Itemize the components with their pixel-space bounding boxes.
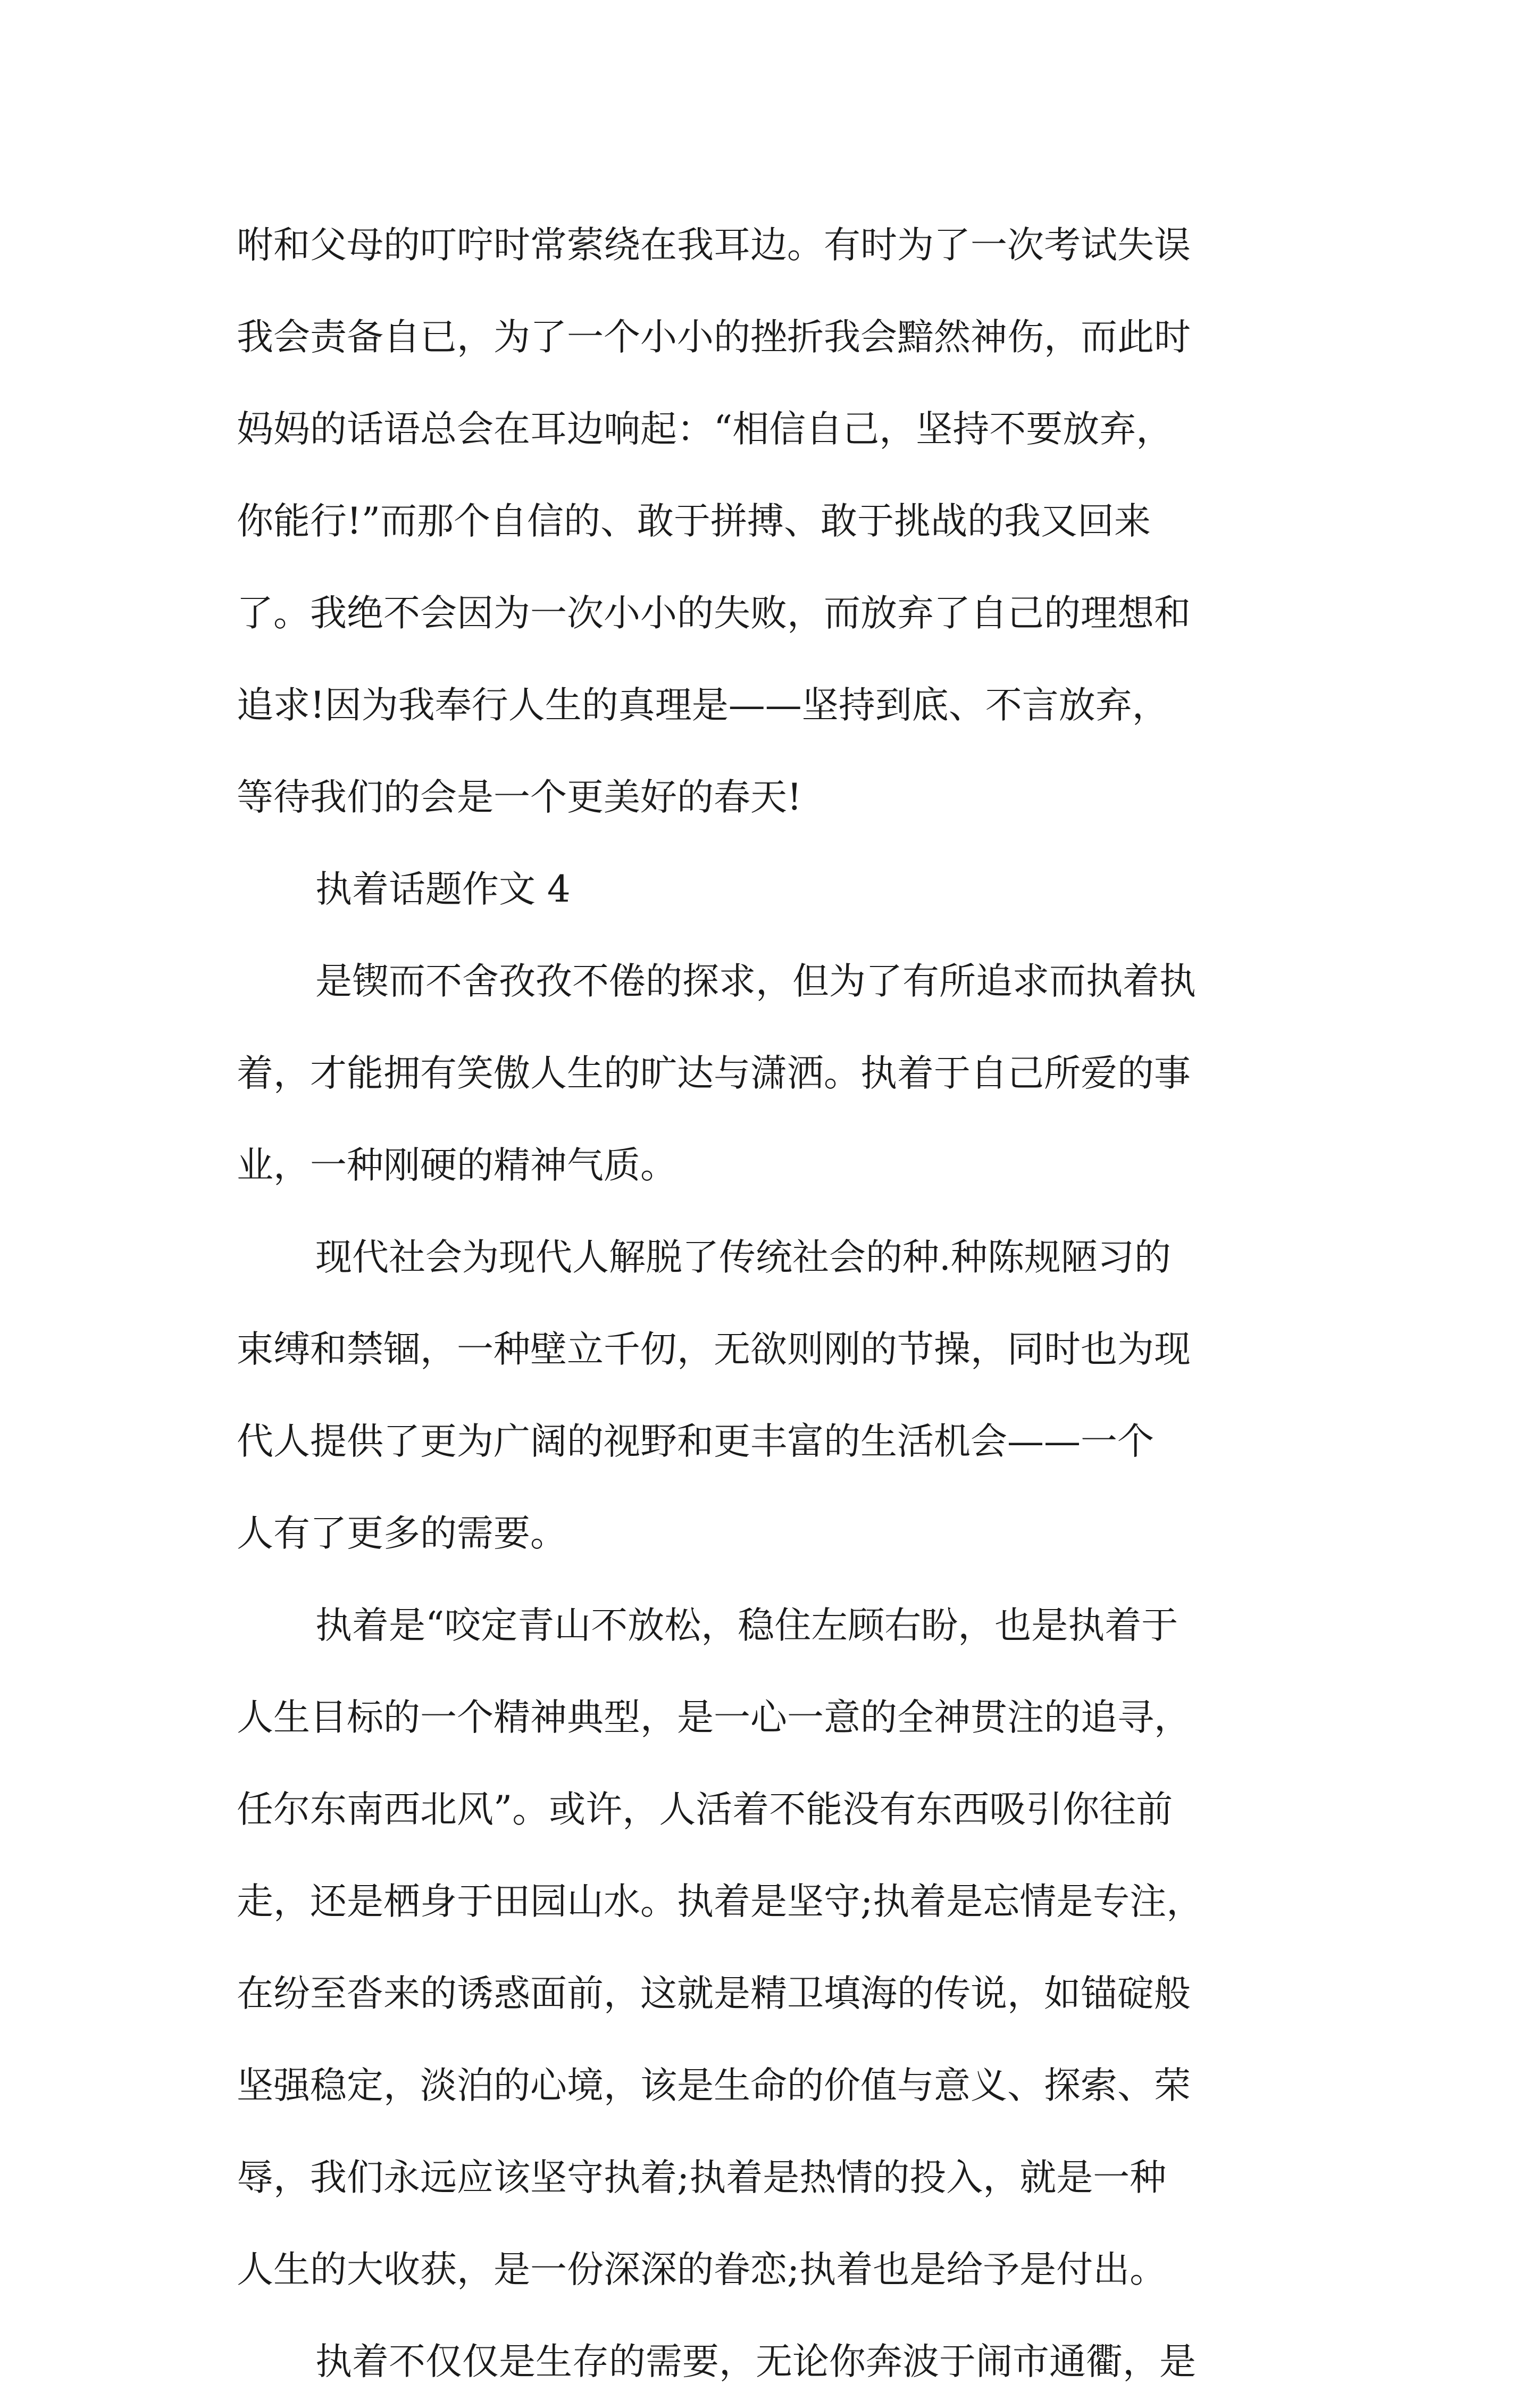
text-line: 束缚和禁锢，一种壁立千仞，无欲则刚的节操，同时也为现 [237,1328,1191,1371]
text-line: 人有了更多的需要。 [237,1512,567,1555]
text-line: 我会责备自已，为了一个小小的挫折我会黯然神伤，而此时 [237,316,1191,359]
heading-text: 执着话题作文 4 [315,868,571,911]
text-line: 代人提供了更为广阔的视野和更丰富的生活机会——一个 [237,1420,1154,1463]
section-heading [237,844,1311,936]
text-line: 走，还是栖身于田园山水。执着是坚守;执着是忘情是专注， [237,1880,1203,1923]
paragraph [237,2316,1311,2408]
text-line: 坚强稳定，淡泊的心境，该是生命的价值与意义、探索、荣 [237,2064,1191,2107]
paragraph [237,1212,1311,1580]
text-line: 执着是“咬定青山不放松，稳住左顾右盼，也是执着于 [315,1604,1178,1647]
text-line: 你能行!”而那个自信的、敢于拼搏、敢于挑战的我又回来 [237,500,1151,543]
text-line: 追求!因为我奉行人生的真理是——坚持到底、不言放弃， [237,684,1169,727]
text-line: 咐和父母的叮咛时常萦绕在我耳边。有时为了一次考试失误 [237,224,1191,266]
text-line: 是锲而不舍孜孜不倦的探求，但为了有所追求而执着执 [315,960,1196,1003]
text-line: 业，一种刚硬的精神气质。 [237,1144,677,1187]
text-line: 着，才能拥有笑傲人生的旷达与潇洒。执着于自己所爱的事 [237,1052,1191,1095]
text-line: 人生的大收获，是一份深深的眷恋;执着也是给予是付出。 [237,2248,1167,2291]
text-line: 在纷至沓来的诱惑面前，这就是精卫填海的传说，如锚碇般 [237,1972,1191,2015]
paragraph [237,936,1311,1212]
text-line: 现代社会为现代人解脱了传统社会的种.种陈规陋习的 [315,1236,1171,1279]
text-line: 执着不仅仅是生存的需要，无论你奔波于闹市通衢，是 [315,2340,1196,2383]
paragraph [237,1580,1311,2316]
text-line: 任尔东南西北风”。或许，人活着不能没有东西吸引你往前 [237,1788,1173,1831]
paragraph-continuation [237,199,1311,844]
document-body [237,199,1311,2408]
text-line: 等待我们的会是一个更美好的春天! [237,776,802,819]
text-line: 妈妈的话语总会在耳边响起：“相信自己，坚持不要放弃， [237,408,1173,451]
text-line: 辱，我们永远应该坚守执着;执着是热情的投入，就是一种 [237,2156,1167,2199]
text-line: 了。我绝不会因为一次小小的失败，而放弃了自己的理想和 [237,592,1191,635]
text-line: 人生目标的一个精神典型，是一心一意的全神贯注的追寻， [237,1696,1191,1739]
